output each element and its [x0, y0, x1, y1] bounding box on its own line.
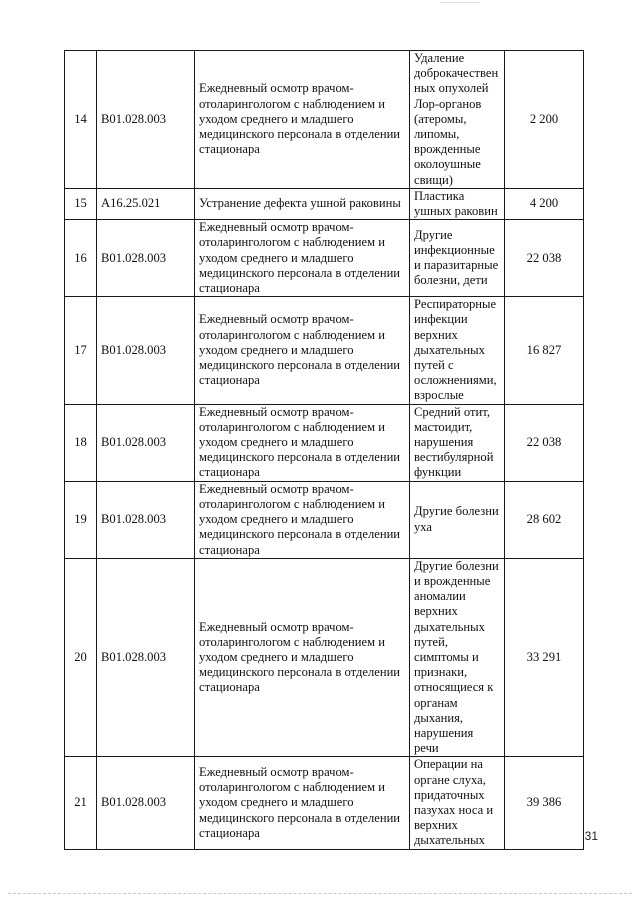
table-row [65, 297, 584, 404]
row-number: 21 [65, 757, 97, 849]
service-name: Устранение дефекта ушной раковины [195, 188, 410, 219]
service-name: Ежедневный осмотр врачом-отоларингологом с наблюдением и уходом среднего и младшего медицинского персонала в отделении стационара [195, 757, 410, 849]
row-number: 15 [65, 188, 97, 219]
diagnosis-group: Пластика ушных раковин [410, 188, 505, 219]
service-code: B01.028.003 [97, 558, 195, 757]
row-number: 16 [65, 220, 97, 297]
scan-edge-line [8, 893, 632, 894]
row-number: 20 [65, 558, 97, 757]
price: 22 038 [505, 220, 584, 297]
diagnosis-group: Средний отит, мастоидит, нарушения вестибулярной функции [410, 404, 505, 481]
price: 2 200 [505, 51, 584, 189]
scan-artifact [440, 2, 480, 3]
service-code: A16.25.021 [97, 188, 195, 219]
service-name: Ежедневный осмотр врачом-отоларингологом с наблюдением и уходом среднего и младшего медицинского персонала в отделении стационара [195, 558, 410, 757]
table-row [65, 188, 584, 219]
diagnosis-group: Другие болезни уха [410, 481, 505, 558]
service-name: Ежедневный осмотр врачом-отоларингологом с наблюдением и уходом среднего и младшего медицинского персонала в отделении стационара [195, 297, 410, 404]
diagnosis-group: Операции на органе слуха, придаточных пазухах носа и верхних дыхательных [410, 757, 505, 849]
page-number: 31 [584, 829, 598, 843]
service-code: B01.028.003 [97, 51, 195, 189]
table-row [65, 51, 584, 189]
diagnosis-group: Удаление доброкачествен ных опухолей Лор-органов (атеромы, липомы, врожденные околоушные свищи) [410, 51, 505, 189]
row-number: 18 [65, 404, 97, 481]
row-number: 17 [65, 297, 97, 404]
service-name: Ежедневный осмотр врачом-отоларингологом с наблюдением и уходом среднего и младшего медицинского персонала в отделении стационара [195, 51, 410, 189]
table-row [65, 220, 584, 297]
price: 28 602 [505, 481, 584, 558]
price-table [64, 50, 584, 850]
table-row [65, 757, 584, 849]
service-name: Ежедневный осмотр врачом-отоларингологом с наблюдением и уходом среднего и младшего медицинского персонала в отделении стационара [195, 404, 410, 481]
diagnosis-group: Другие инфекционные и паразитарные болезни, дети [410, 220, 505, 297]
row-number: 19 [65, 481, 97, 558]
service-code: B01.028.003 [97, 757, 195, 849]
diagnosis-group: Респираторные инфекции верхних дыхательных путей с осложнениями, взрослые [410, 297, 505, 404]
price: 4 200 [505, 188, 584, 219]
service-code: B01.028.003 [97, 404, 195, 481]
service-name: Ежедневный осмотр врачом-отоларингологом с наблюдением и уходом среднего и младшего медицинского персонала в отделении стационара [195, 481, 410, 558]
service-code: B01.028.003 [97, 297, 195, 404]
price: 33 291 [505, 558, 584, 757]
price: 39 386 [505, 757, 584, 849]
diagnosis-group: Другие болезни и врожденные аномалии верхних дыхательных путей, симптомы и признаки, относящиеся к органам дыхания, нарушения речи [410, 558, 505, 757]
row-number: 14 [65, 51, 97, 189]
table-row [65, 558, 584, 757]
price: 16 827 [505, 297, 584, 404]
table-row [65, 481, 584, 558]
service-code: B01.028.003 [97, 481, 195, 558]
service-code: B01.028.003 [97, 220, 195, 297]
price: 22 038 [505, 404, 584, 481]
service-name: Ежедневный осмотр врачом-отоларингологом с наблюдением и уходом среднего и младшего медицинского персонала в отделении стационара [195, 220, 410, 297]
table-row [65, 404, 584, 481]
